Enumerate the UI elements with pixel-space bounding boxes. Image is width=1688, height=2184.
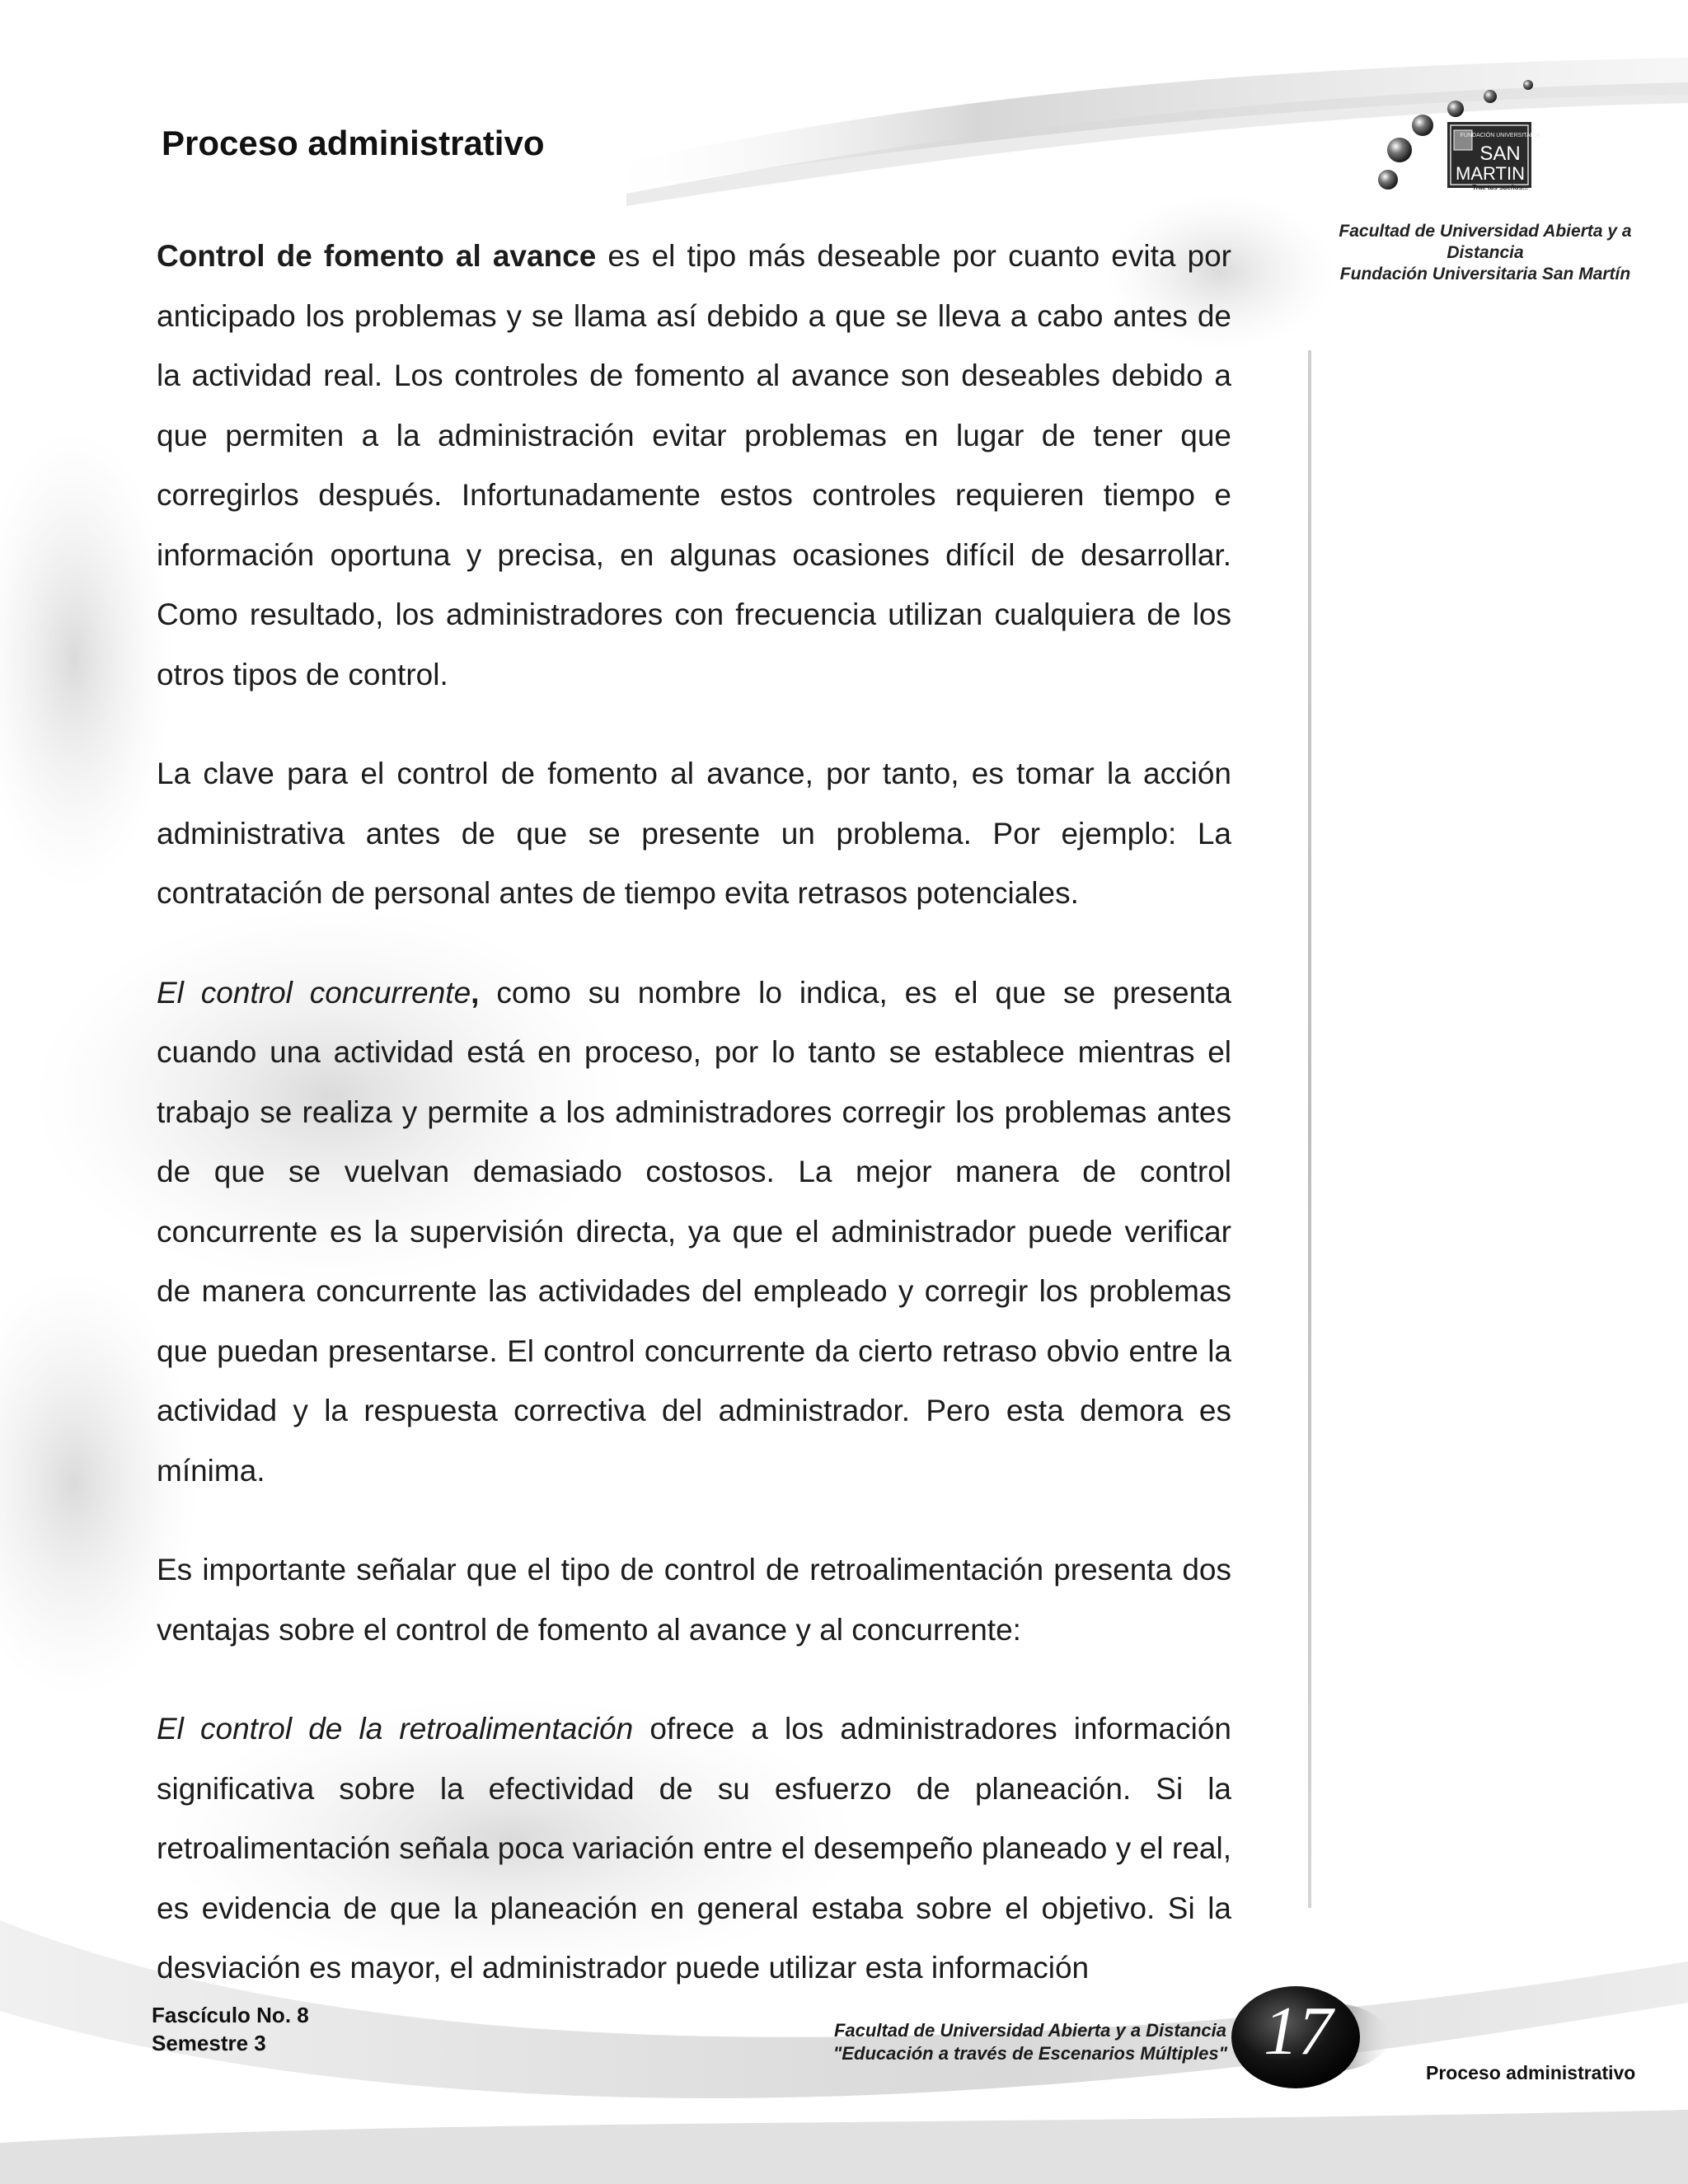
logo-name-line1: SAN	[1479, 143, 1521, 165]
paragraph-1: Control de fomento al avance es el tipo más deseable por cuanto evita por anticipado los problemas y se llama así debido a que se lleva a cabo antes de la actividad real. Los controles de fomento al avance son deseables debido a que permiten a la administración evitar problemas en lugar de tener que corregirlos después. Infortunadamente estos controles requieren tiempo e información oportuna y precisa, en algunas ocasiones difícil de desarrollar. Como resultado, los administradores con frecuencia utilizan cualquiera de los otros tipos de control.	[157, 239, 1231, 691]
term-fomento-avance: Control de fomento al avance	[157, 239, 597, 273]
footer-fasciculo-info	[152, 2001, 309, 2057]
logo-name-line2: MARTIN	[1456, 163, 1525, 184]
paragraph-3: El control concurrente, como su nombre lo indica, es el que se presenta cuando una actividad está en proceso, por lo tanto se establece mientras el trabajo se realiza y permite a los administradores corregir los problemas antes de que se vuelvan demasiado costosos. La mejor manera de control concurrente es la supervisión directa, ya que el administrador puede verificar de manera concurrente las actividades del empleado y corregir los problemas que puedan presentarse. El control concurrente da cierto retraso obvio entre la actividad y la respuesta correctiva del administrador. Pero esta demora es mínima.	[157, 975, 1231, 1488]
page-title: Proceso administrativo	[162, 124, 545, 162]
term-control-retroalimentacion: El control de la retroalimentación	[157, 1712, 634, 1746]
logo-slogan: Trae tus sueños...	[1472, 184, 1528, 190]
vertical-divider	[1308, 350, 1311, 1908]
page-number: 17	[1264, 1993, 1333, 2069]
san-martin-logo	[1368, 74, 1648, 190]
fasciculo-label: Fascículo No. 8	[152, 2003, 309, 2027]
faculty-header-line1: Facultad de Universidad Abierta y a Distancia	[1339, 222, 1632, 262]
paragraph-5: El control de la retroalimentación ofrece a los administradores información significativa sobre la efectividad de su esfuerzo de planeación. Si la retroalimentación señala poca variación entre el desempeño planeado y el real, es evidencia de que la planeación en general estaba sobre el objetivo. Si la desviación es mayor, el administrador puede utilizar esta información	[157, 1712, 1231, 1985]
paragraph-2: La clave para el control de fomento al avance, por tanto, es tomar la acción administrativa antes de que se presente un problema. Por ejemplo: La contratación de personal antes de tiempo evita retrasos potenciales.	[157, 757, 1231, 910]
semestre-label: Semestre 3	[152, 2031, 266, 2055]
term-control-concurrente: El control concurrente	[157, 975, 471, 1010]
footer-motto: "Educación a través de Escenarios Múltiples"	[832, 2043, 1228, 2064]
faculty-header	[1329, 221, 1642, 285]
footer-faculty-line: Facultad de Universidad Abierta y a Distancia	[833, 2020, 1226, 2041]
paragraph-4: Es importante señalar que el tipo de control de retroalimentación presenta dos ventajas sobre el control de fomento al avance y al concurrente:	[157, 1553, 1231, 1647]
main-text	[157, 227, 1231, 2038]
faculty-header-line2: Fundación Universitaria San Martín	[1339, 265, 1631, 284]
footer-faculty	[824, 2019, 1236, 2065]
logo-top-text: FUNDACIÓN UNIVERSITARIA	[1460, 133, 1540, 138]
footer-section-title: Proceso administrativo	[1426, 2062, 1636, 2083]
